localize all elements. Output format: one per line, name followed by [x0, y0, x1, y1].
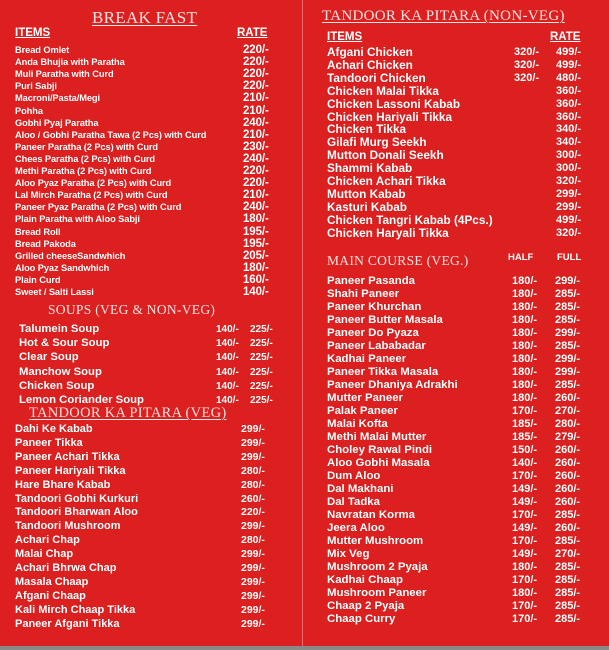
menu-item-name: Methi Malai Mutter: [327, 431, 427, 443]
menu-item-row: [327, 57, 582, 72]
menu-item-price-price: 210/-: [243, 128, 269, 141]
menu-item-full-price: 279/-: [555, 431, 581, 443]
menu-item-name: Bread Pakoda: [15, 238, 76, 249]
menu-item-price-price: 299/-: [241, 603, 265, 616]
menu-item-row: [327, 431, 581, 444]
menu-item-row: [15, 140, 269, 153]
menu-item-row: [327, 405, 581, 418]
menu-item-name: Gobhi Pyaj Paratha: [15, 117, 99, 128]
menu-item-name: Tandoori Mushroom: [15, 520, 121, 533]
menu-item-half-price: 170/-: [512, 509, 538, 521]
menu-item-row: [15, 152, 269, 165]
menu-item-price2-price: 225/-: [250, 338, 273, 350]
menu-item-price-price: 299/-: [241, 562, 265, 574]
menu-item-name: Malai Chap: [15, 548, 74, 561]
menu-item-name: Chicken Haryali Tikka: [327, 225, 449, 240]
menu-item-row: [327, 96, 582, 111]
menu-item-row: [15, 92, 269, 105]
menu-item-name: Lal Mirch Paratha (2 Pcs) with Curd: [15, 190, 168, 201]
menu-item-full-price: 260/-: [555, 392, 581, 404]
menu-item-name: Lemon Coriander Soup: [19, 394, 144, 406]
breakfast-rate-header: RATE: [237, 27, 268, 39]
menu-item-full-price: 285/-: [555, 509, 581, 521]
menu-item-row: [15, 225, 269, 238]
menu-item-name: Aloo Gobhi Masala: [327, 457, 430, 469]
menu-item-row: [15, 519, 265, 533]
menu-item-price2-price: 499/-: [556, 58, 582, 71]
menu-item-price-price: 210/-: [243, 92, 269, 105]
menu-item-full-price: 285/-: [555, 574, 581, 586]
main-course-title: MAIN COURSE (VEG.): [327, 253, 469, 268]
menu-item-row: [327, 288, 581, 301]
menu-item-row: [327, 483, 581, 496]
menu-item-price2-price: 300/-: [556, 149, 582, 162]
menu-item-full-price: 270/-: [555, 548, 581, 560]
menu-item-name: Dal Makhani: [327, 483, 394, 495]
menu-item-name: Paneer Tikka: [15, 436, 83, 449]
menu-item-half-price: 180/-: [512, 379, 538, 391]
menu-item-row: [15, 547, 265, 561]
menu-item-full-price: 260/-: [555, 470, 581, 482]
menu-item-row: [327, 186, 582, 201]
menu-item-price1-price: 140/-: [216, 380, 239, 392]
menu-item-name: Palak Paneer: [327, 405, 398, 417]
menu-item-name: Chicken Soup: [19, 379, 95, 392]
menu-item-name: Mushroom 2 Pyaja: [327, 561, 428, 573]
menu-item-name: Paneer Khurchan: [327, 301, 422, 313]
menu-item-name: Paneer Hariyali Tikka: [15, 464, 126, 477]
menu-item-name: Chicken Lassoni Kabab: [327, 96, 461, 111]
menu-item-name: Gilafi Murg Seekh: [327, 135, 427, 150]
menu-panel-right: [302, 0, 609, 646]
menu-item-price1-price: 320/-: [514, 71, 540, 84]
menu-item-name: Chaap 2 Pyaja: [327, 600, 405, 612]
menu-item-name: Talumein Soup: [19, 323, 100, 335]
menu-item-row: [15, 561, 265, 575]
menu-item-row: [327, 548, 581, 561]
menu-item-name: Macroni/Pasta/Megi: [15, 93, 100, 104]
menu-item-name: Kadhai Paneer: [327, 353, 407, 365]
menu-item-price-price: 299/-: [241, 617, 265, 630]
menu-item-row: [327, 535, 581, 548]
menu-item-name: Grilled cheeseSandwhich: [15, 250, 126, 261]
menu-item-full-price: 285/-: [555, 613, 581, 625]
menu-item-price-price: 280/-: [241, 534, 265, 547]
menu-item-name: Mix Veg: [327, 548, 370, 560]
menu-item-name: Paneer Afgani Tikka: [15, 617, 120, 630]
menu-item-name: Pohha: [15, 105, 43, 116]
menu-item-half-price: 180/-: [512, 366, 538, 378]
menu-item-row: [15, 533, 265, 547]
menu-item-name: Kasturi Kabab: [327, 199, 407, 214]
menu-item-row: [15, 213, 269, 226]
menu-item-price-price: 220/-: [243, 68, 269, 81]
menu-item-row: [15, 44, 269, 56]
menu-item-name: Mutter Mushroom: [327, 535, 424, 547]
menu-item-row: [327, 314, 581, 327]
menu-item-row: [327, 574, 581, 587]
menu-item-half-price: 150/-: [512, 444, 538, 456]
menu-item-row: [327, 470, 581, 483]
menu-item-price-price: 299/-: [241, 450, 265, 463]
menu-item-name: Chicken Malai Tikka: [327, 83, 439, 98]
menu-item-row: [15, 249, 269, 262]
menu-item-name: Achari Bhrwa Chap: [15, 562, 117, 574]
tandoor-nonveg-title: TANDOOR KA PITARA (NON-VEG): [322, 8, 565, 24]
menu-item-full-price: 299/-: [555, 366, 581, 378]
menu-item-price2-price: 320/-: [556, 175, 582, 187]
menu-item-price-price: 195/-: [243, 225, 269, 238]
menu-item-price2-price: 225/-: [250, 395, 273, 406]
menu-item-price-price: 160/-: [243, 273, 269, 286]
menu-item-full-price: 285/-: [555, 535, 581, 547]
menu-item-name: Shahi Paneer: [327, 288, 400, 300]
menu-item-name: Tandoori Gobhi Kurkuri: [15, 492, 139, 505]
menu-item-half-price: 149/-: [512, 522, 538, 534]
nonveg-rate-header: RATE: [550, 31, 581, 43]
menu-item-full-price: 299/-: [555, 275, 581, 287]
menu-item-price-price: 299/-: [241, 520, 265, 533]
menu-item-name: Mutton Kabab: [327, 186, 406, 201]
menu-item-name: Aloo / Gobhi Paratha Tawa (2 Pcs) with Curd: [15, 129, 207, 140]
menu-item-price2-price: 340/-: [556, 136, 582, 149]
menu-item-half-price: 170/-: [512, 574, 538, 586]
menu-item-name: Chicken Tikka: [327, 122, 407, 137]
menu-item-price2-price: 225/-: [250, 380, 273, 392]
menu-item-name: Paneer Dhaniya Adrakhi: [327, 379, 458, 391]
menu-item-price2-price: 499/-: [556, 46, 582, 58]
main-course-full-header: FULL: [557, 252, 582, 263]
menu-item-price-price: 280/-: [241, 478, 265, 491]
menu-item-name: Achari Chap: [15, 534, 80, 547]
menu-item-row: [327, 392, 581, 405]
menu-item-price-price: 240/-: [243, 201, 269, 214]
menu-item-row: [15, 505, 265, 519]
menu-item-name: Plain Curd: [15, 274, 61, 285]
menu-item-row: [327, 199, 582, 214]
menu-item-name: Chicken Tangri Kabab (4Pcs.): [327, 212, 493, 227]
menu-item-row: [15, 436, 265, 450]
menu-item-half-price: 140/-: [512, 457, 538, 469]
menu-item-half-price: 180/-: [512, 587, 538, 599]
menu-item-half-price: 170/-: [512, 613, 538, 625]
menu-item-name: Paneer Butter Masala: [327, 314, 443, 326]
menu-item-price1-price: 320/-: [514, 58, 540, 71]
menu-item-price-price: 220/-: [243, 44, 269, 56]
menu-item-full-price: 285/-: [555, 301, 581, 313]
menu-item-price2-price: 225/-: [250, 366, 273, 378]
menu-item-price-price: 260/-: [241, 492, 265, 505]
menu-item-row: [327, 418, 581, 431]
menu-item-row: [327, 327, 581, 340]
nonveg-items-header: ITEMS: [327, 31, 363, 43]
menu-item-full-price: 285/-: [555, 600, 581, 612]
menu-item-full-price: 285/-: [555, 314, 581, 326]
menu-item-half-price: 180/-: [512, 275, 538, 287]
menu-item-name: Dahi Ke Kabab: [15, 423, 93, 435]
menu-item-name: Hot & Sour Soup: [19, 337, 110, 350]
menu-item-row: [19, 337, 273, 350]
menu-item-full-price: 285/-: [555, 379, 581, 391]
menu-item-name: Paneer Do Pyaza: [327, 327, 419, 339]
menu-item-price-price: 220/-: [243, 56, 269, 69]
menu-item-name: Hare Bhare Kabab: [15, 478, 111, 491]
menu-item-row: [15, 450, 265, 464]
menu-item-name: Plain Paratha with Aloo Sabji: [15, 214, 140, 225]
menu-item-full-price: 260/-: [555, 457, 581, 469]
menu-item-row: [15, 286, 269, 298]
menu-item-name: Clear Soup: [19, 351, 79, 364]
menu-item-half-price: 170/-: [512, 600, 538, 612]
soups-title: SOUPS (VEG & NON-VEG): [48, 302, 216, 317]
menu-item-half-price: 149/-: [512, 483, 538, 495]
menu-item-row: [327, 613, 581, 626]
menu-item-price2-price: 320/-: [556, 226, 582, 239]
menu-item-row: [15, 464, 265, 478]
menu-item-row: [19, 379, 273, 393]
menu-item-name: Choley Rawal Pindi: [327, 444, 433, 456]
breakfast-items-header: ITEMS: [15, 27, 51, 39]
menu-item-price-price: 220/-: [243, 80, 269, 93]
menu-item-name: Afgani Chaap: [15, 589, 86, 602]
menu-item-name: Kadhai Chaap: [327, 574, 403, 586]
menu-item-row: [327, 496, 581, 509]
menu-item-row: [15, 189, 269, 202]
menu-item-full-price: 260/-: [555, 496, 581, 508]
menu-item-full-price: 299/-: [555, 353, 581, 365]
menu-item-price2-price: 360/-: [556, 97, 582, 110]
menu-item-row: [15, 261, 269, 274]
menu-item-name: Shammi Kabab: [327, 161, 413, 176]
menu-item-name: Chicken Achari Tikka: [327, 174, 446, 188]
menu-item-full-price: 285/-: [555, 288, 581, 300]
menu-item-name: Paneer Lababadar: [327, 340, 426, 352]
menu-item-price1-price: 140/-: [216, 338, 239, 350]
menu-item-name: Mutter Paneer: [327, 392, 403, 404]
menu-item-price2-price: 340/-: [556, 123, 582, 136]
menu-item-name: Tandoori Chicken: [327, 70, 426, 85]
menu-item-price-price: 220/-: [241, 506, 265, 519]
menu-item-price-price: 299/-: [241, 548, 265, 561]
menu-item-price-price: 240/-: [243, 152, 269, 165]
menu-item-row: [327, 212, 582, 227]
menu-item-row: [327, 561, 581, 574]
menu-item-half-price: 180/-: [512, 301, 538, 313]
menu-item-name: Dal Tadka: [327, 496, 380, 508]
menu-item-name: Chaap Curry: [327, 613, 396, 625]
menu-item-name: Anda Bhujia with Paratha: [15, 57, 125, 68]
menu-item-full-price: 299/-: [555, 327, 581, 339]
menu-item-row: [15, 80, 269, 93]
menu-item-name: Chicken Hariyali Tikka: [327, 109, 453, 124]
menu-item-price-price: 240/-: [243, 116, 269, 129]
menu-item-name: Paneer Paratha (2 Pcs) with Curd: [15, 141, 159, 152]
menu-item-price2-price: 360/-: [556, 84, 582, 97]
menu-item-price2-price: 225/-: [250, 324, 273, 335]
menu-item-name: Bread Roll: [15, 226, 61, 237]
menu-item-name: Puri Sabji: [15, 81, 57, 92]
menu-item-row: [327, 444, 581, 457]
menu-item-half-price: 180/-: [512, 340, 538, 352]
menu-panel-left: [0, 0, 302, 646]
menu-item-name: Sweet / Salti Lassi: [15, 287, 94, 297]
menu-item-row: [15, 201, 269, 214]
menu-item-full-price: 270/-: [555, 405, 581, 417]
menu-item-name: Paneer Pyaz Paratha (2 Pcs) with Curd: [15, 202, 182, 213]
menu-item-row: [327, 301, 581, 314]
menu-item-full-price: 260/-: [555, 522, 581, 534]
breakfast-title: BREAK FAST: [92, 8, 198, 27]
menu-item-name: Malai Kofta: [327, 418, 388, 430]
menu-item-row: [327, 522, 581, 535]
menu-item-price1-price: 140/-: [216, 395, 239, 406]
menu-item-row: [327, 353, 581, 366]
menu-item-half-price: 170/-: [512, 405, 538, 417]
menu-item-row: [15, 128, 269, 141]
menu-item-price-price: 299/-: [241, 589, 265, 602]
menu-item-half-price: 180/-: [512, 327, 538, 339]
menu-item-row: [15, 104, 269, 117]
menu-item-name: Tandoori Bharwan Aloo: [15, 506, 138, 519]
menu-item-full-price: 260/-: [555, 483, 581, 495]
menu-item-row: [15, 273, 269, 286]
menu-item-row: [327, 509, 581, 522]
menu-item-row: [15, 603, 265, 617]
menu-item-name: Masala Chaap: [15, 575, 89, 588]
menu-item-half-price: 170/-: [512, 535, 538, 547]
menu-item-row: [15, 68, 269, 81]
menu-item-row: [327, 225, 582, 240]
menu-item-row: [327, 83, 582, 98]
menu-item-name: Chees Paratha (2 Pcs) with Curd: [15, 153, 156, 164]
menu-item-name: Dum Aloo: [327, 470, 381, 482]
menu-item-name: Mushroom Paneer: [327, 587, 427, 599]
menu-item-half-price: 180/-: [512, 392, 538, 404]
menu-item-full-price: 285/-: [555, 561, 581, 573]
menu-item-price-price: 210/-: [243, 189, 269, 202]
menu-item-price-price: 180/-: [243, 261, 269, 274]
menu-item-price-price: 230/-: [243, 140, 269, 153]
menu-item-full-price: 260/-: [555, 444, 581, 456]
menu-item-price-price: 220/-: [243, 165, 269, 177]
menu-item-row: [19, 351, 273, 364]
menu-item-price2-price: 360/-: [556, 110, 582, 123]
menu-item-price-price: 280/-: [241, 464, 265, 477]
menu-item-price-price: 195/-: [243, 237, 269, 250]
menu-item-price-price: 180/-: [243, 213, 269, 226]
menu-item-full-price: 285/-: [555, 587, 581, 599]
menu-item-row: [327, 587, 581, 600]
menu-item-name: Navratan Korma: [327, 509, 415, 521]
menu-item-half-price: 180/-: [512, 288, 538, 300]
menu-item-name: Muli Paratha with Curd: [15, 69, 114, 80]
menu-item-price2-price: 300/-: [556, 162, 582, 175]
menu-item-name: Manchow Soup: [19, 365, 102, 378]
menu-item-name: Mutton Donali Seekh: [327, 148, 444, 163]
menu-item-price1-price: 320/-: [514, 46, 540, 58]
menu-item-name: Paneer Pasanda: [327, 275, 416, 287]
menu-item-row: [15, 575, 265, 589]
menu-item-row: [15, 177, 269, 190]
menu-item-price2-price: 480/-: [556, 71, 582, 84]
menu-item-row: [15, 165, 269, 177]
menu-item-half-price: 180/-: [512, 314, 538, 326]
menu-item-price-price: 140/-: [243, 286, 269, 298]
menu-item-price2-price: 299/-: [556, 200, 582, 213]
menu-item-price1-price: 140/-: [216, 366, 239, 378]
menu-item-name: Achari Chicken: [327, 57, 413, 72]
menu-item-name: Jeera Aloo: [327, 522, 385, 534]
menu-item-price2-price: 225/-: [250, 352, 273, 364]
menu-item-row: [15, 56, 269, 69]
menu-item-name: Bread Omlet: [15, 45, 70, 55]
menu-item-full-price: 285/-: [555, 340, 581, 352]
menu-item-price2-price: 499/-: [556, 213, 582, 226]
menu-item-name: Paneer Tikka Masala: [327, 366, 439, 378]
menu-item-full-price: 280/-: [555, 418, 581, 430]
menu-item-row: [327, 275, 581, 288]
tandoor-veg-title: TANDOOR KA PITARA (VEG): [29, 405, 227, 421]
menu-item-price2-price: 299/-: [556, 187, 582, 200]
menu-item-half-price: 185/-: [512, 431, 538, 443]
menu-item-row: [19, 365, 273, 379]
menu-item-row: [15, 116, 269, 129]
menu-item-price-price: 299/-: [241, 575, 265, 588]
menu-item-row: [327, 379, 581, 392]
menu-item-row: [327, 600, 581, 613]
menu-item-half-price: 180/-: [512, 353, 538, 365]
menu-item-row: [327, 340, 581, 353]
menu-item-price1-price: 140/-: [216, 324, 239, 335]
menu-item-price-price: 299/-: [241, 423, 265, 435]
menu-item-name: Paneer Achari Tikka: [15, 450, 120, 463]
menu-item-price-price: 205/-: [243, 249, 269, 262]
menu-item-row: [327, 70, 582, 85]
menu-item-name: Methi Paratha (2 Pcs) with Curd: [15, 166, 152, 176]
menu-item-row: [327, 366, 581, 379]
menu-item-row: [15, 617, 265, 631]
menu-item-half-price: 185/-: [512, 418, 538, 430]
menu-item-half-price: 180/-: [512, 561, 538, 573]
menu-item-name: Kali Mirch Chaap Tikka: [15, 603, 136, 616]
menu-item-row: [19, 323, 273, 336]
menu-item-row: [15, 422, 265, 436]
menu-item-name: Afgani Chicken: [327, 45, 413, 59]
menu-item-price-price: 299/-: [241, 436, 265, 449]
menu-item-half-price: 149/-: [512, 496, 538, 508]
menu-item-row: [15, 492, 265, 506]
menu-item-price-price: 220/-: [243, 177, 269, 190]
menu-item-half-price: 170/-: [512, 470, 538, 482]
menu-item-row: [15, 589, 265, 603]
menu-item-price-price: 210/-: [243, 104, 269, 117]
menu-item-name: Aloo Pyaz Sandwhich: [15, 262, 110, 273]
menu-item-name: Aloo Pyaz Paratha (2 Pcs) with Curd: [15, 178, 172, 189]
menu-item-row: [327, 457, 581, 470]
menu-item-row: [15, 237, 269, 250]
main-course-half-header: HALF: [508, 252, 534, 263]
menu-item-row: [15, 478, 265, 492]
menu-item-price1-price: 140/-: [216, 352, 239, 364]
menu-item-half-price: 149/-: [512, 548, 538, 560]
